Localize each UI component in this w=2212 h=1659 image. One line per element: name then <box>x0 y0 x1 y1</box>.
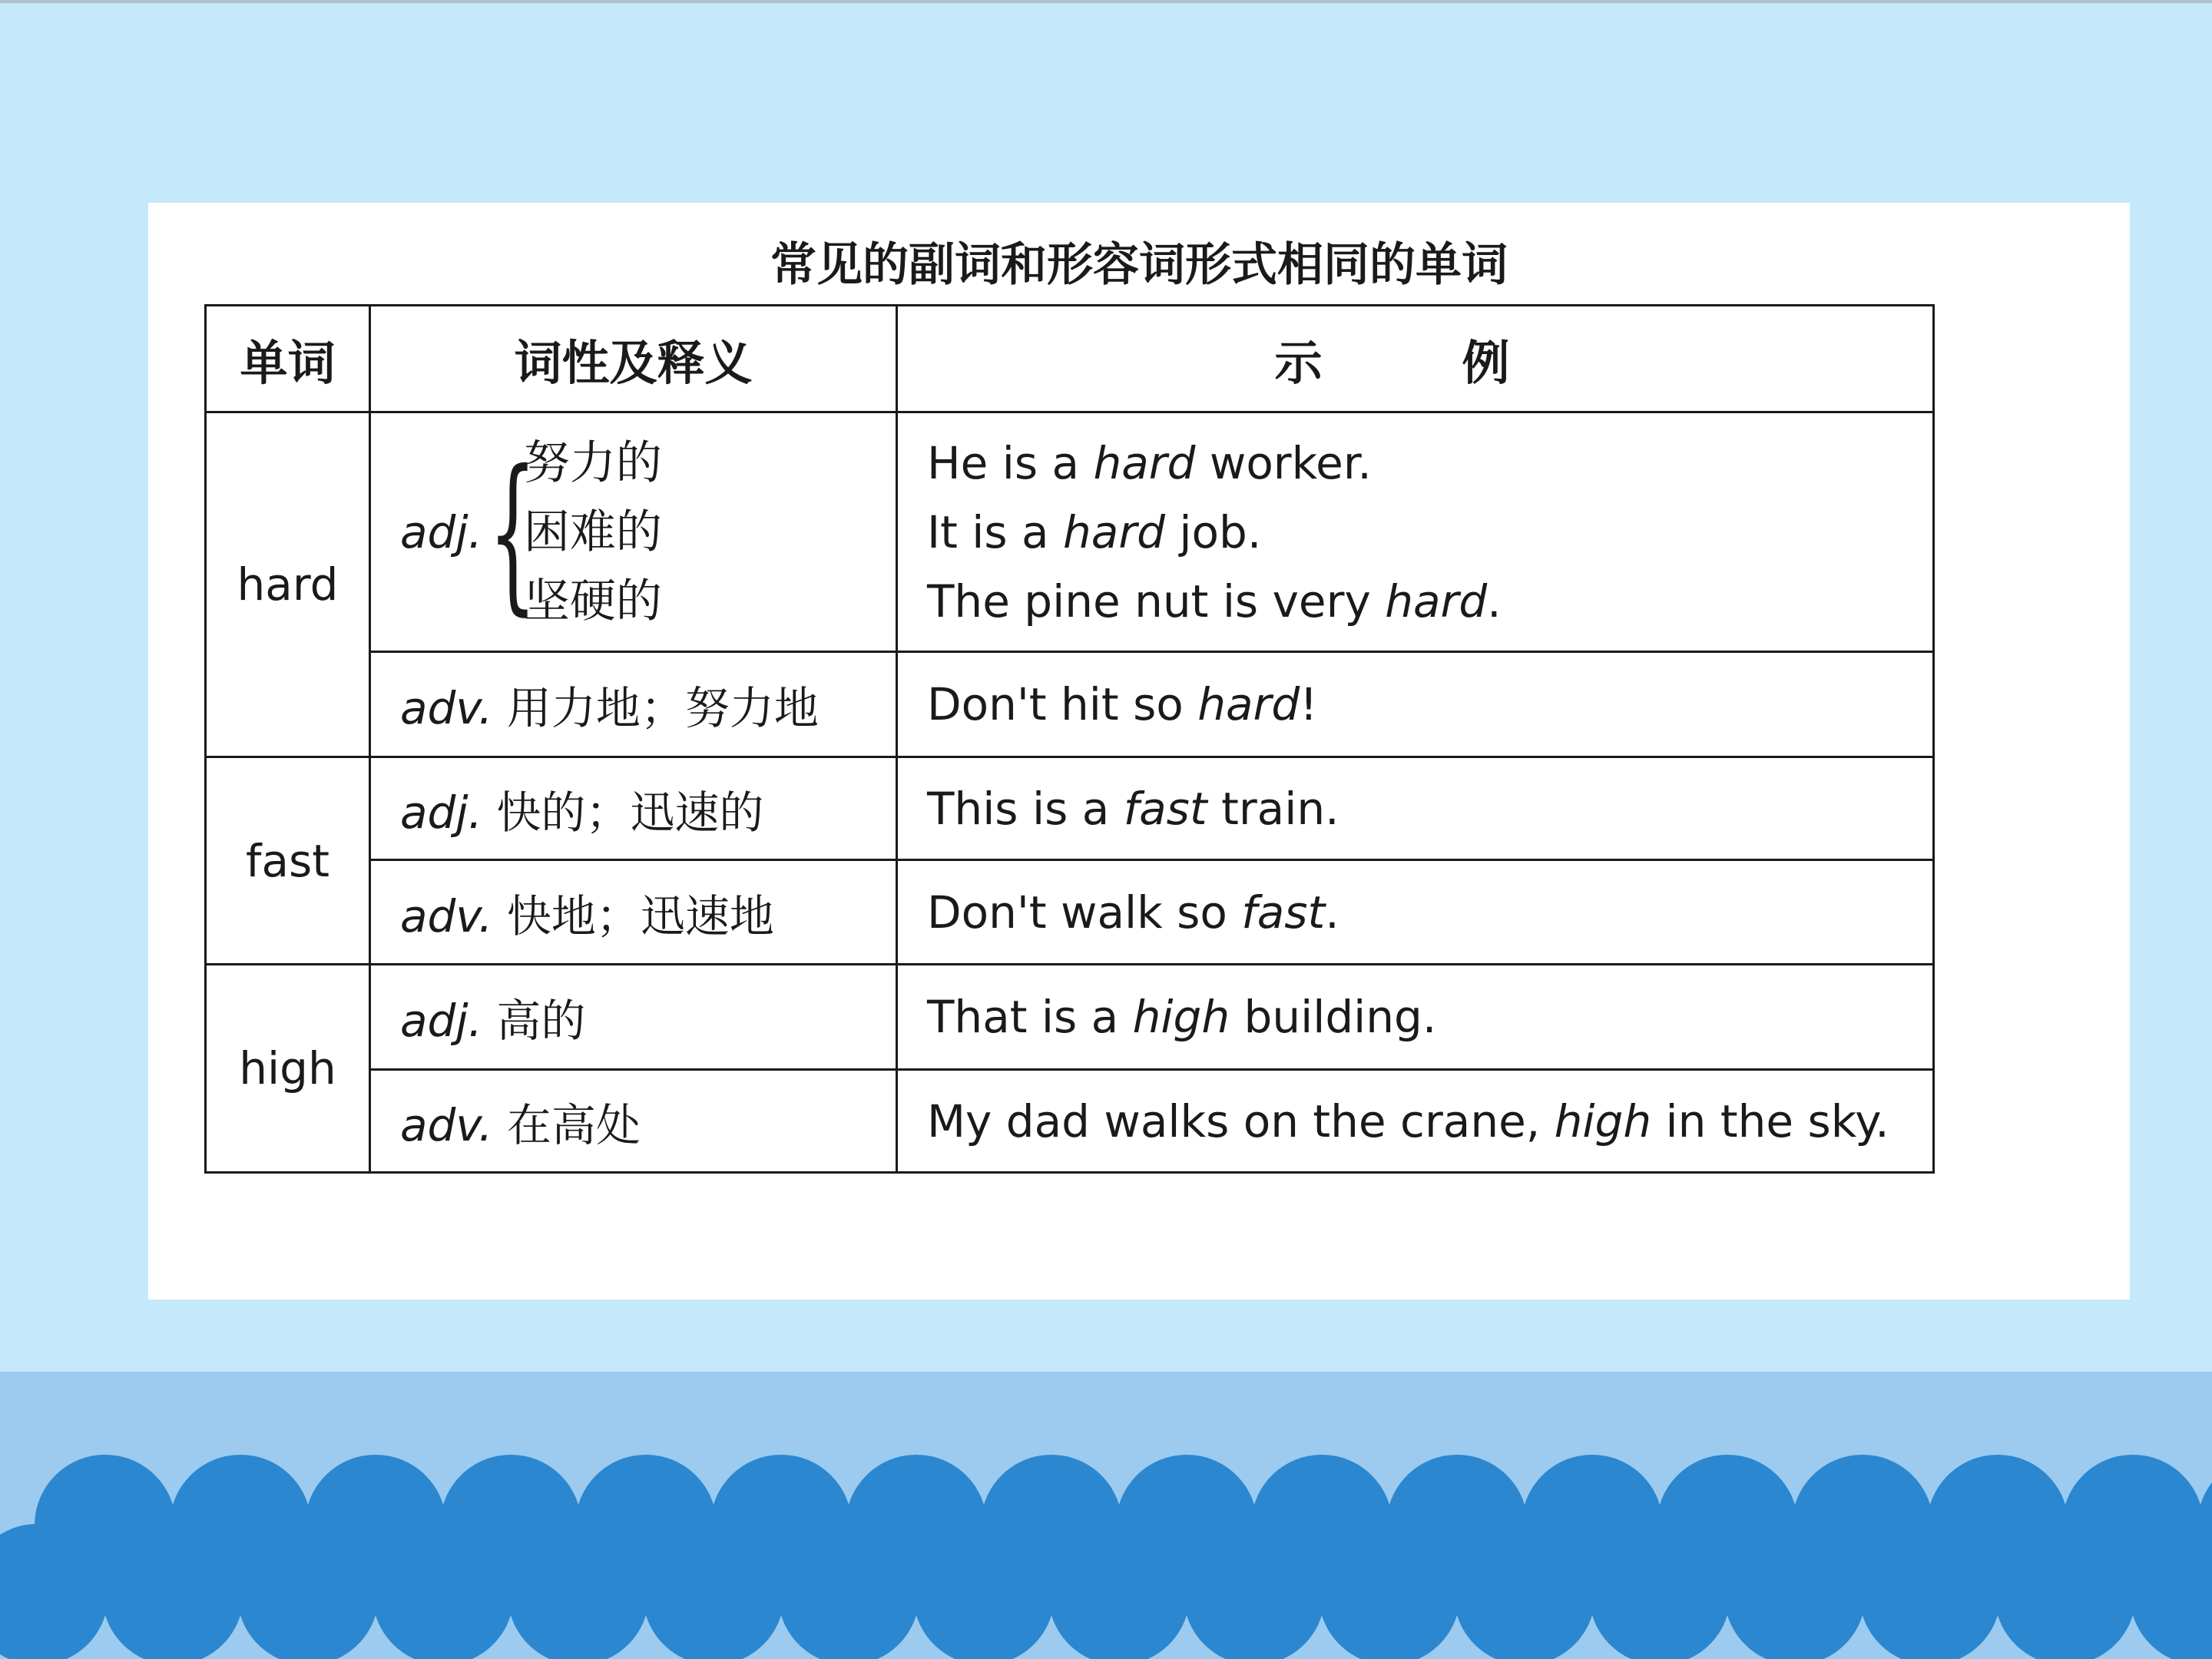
word-fast: fast <box>206 757 370 965</box>
wave-scallop <box>237 1524 379 1659</box>
example-sentence: Don't hit so hard! <box>897 652 1934 757</box>
wave-scallop <box>643 1524 784 1659</box>
meaning-item: 困难的 <box>523 505 662 559</box>
table-title: 常见的副词和形容词形式相同的单词 <box>770 238 1508 292</box>
wave-scallop <box>1184 1524 1325 1659</box>
wave-scallop <box>1319 1524 1460 1659</box>
wave-scallop <box>373 1524 514 1659</box>
meaning-item: 坚硬的 <box>523 574 662 628</box>
example-sentence: This is a fast train. <box>897 757 1934 860</box>
example-sentence: My dad walks on the crane, high in the sky. <box>897 1070 1934 1173</box>
wave-scallop <box>1454 1524 1595 1659</box>
meaning-item: 努力的 <box>523 435 662 490</box>
adj-label: adj. <box>400 505 482 558</box>
hard-adv-cell <box>370 652 897 757</box>
table-row <box>206 412 1934 652</box>
word-hard: hard <box>206 412 370 757</box>
meaning-text: 快地；迅速地 <box>506 889 774 942</box>
hard-adj-examples <box>897 412 1934 652</box>
example-sentence: The pine nut is very hard. <box>927 575 1502 628</box>
table-row <box>206 860 1934 965</box>
fast-adj-cell <box>370 757 897 860</box>
wave-scallop <box>1724 1524 1866 1659</box>
wave-scallop <box>508 1524 649 1659</box>
table-row <box>206 1070 1934 1173</box>
top-border-line <box>0 0 2212 3</box>
example-sentence: That is a high building. <box>897 965 1934 1070</box>
example-sentence: It is a hard job. <box>927 505 1262 558</box>
table-row <box>206 965 1934 1070</box>
brace-icon: { <box>488 433 537 631</box>
wave-scallop <box>1859 1524 2001 1659</box>
word-high: high <box>206 965 370 1173</box>
wave-scallop <box>1048 1524 1190 1659</box>
high-adj-cell <box>370 965 897 1070</box>
fast-adv-cell <box>370 860 897 965</box>
wave-scallop <box>913 1524 1055 1659</box>
wave-scallop <box>1995 1524 2136 1659</box>
meaning-list <box>524 429 662 636</box>
adv-label: adv. <box>400 889 493 942</box>
header-pos: 词性及释义 <box>370 306 897 412</box>
example-sentence: Don't walk so fast. <box>897 860 1934 965</box>
table-row <box>206 757 1934 860</box>
adj-label: adj. <box>400 786 482 839</box>
adv-label: adv. <box>400 682 493 734</box>
meaning-text: 在高处 <box>506 1098 641 1151</box>
vocabulary-table <box>204 304 1935 1174</box>
meaning-text: 用力地；努力地 <box>506 682 819 734</box>
header-example <box>897 306 1934 412</box>
hard-adj-cell <box>370 412 897 652</box>
high-adv-cell <box>370 1070 897 1173</box>
header-word: 单词 <box>206 306 370 412</box>
wave-pattern-decoration <box>0 1372 2212 1659</box>
wave-scallop <box>102 1524 243 1659</box>
adv-label: adv. <box>400 1098 493 1151</box>
example-sentence: He is a hard worker. <box>927 436 1372 489</box>
table-row <box>206 652 1934 757</box>
wave-scallop <box>1589 1524 1730 1659</box>
meaning-text: 快的；迅速的 <box>496 786 764 839</box>
vocabulary-card <box>148 203 2130 1300</box>
wave-scallop <box>778 1524 919 1659</box>
header-example-label: 示 例 <box>1274 334 1556 391</box>
meaning-text: 高的 <box>496 995 586 1047</box>
header-row <box>206 306 1934 412</box>
adj-label: adj. <box>400 995 482 1047</box>
